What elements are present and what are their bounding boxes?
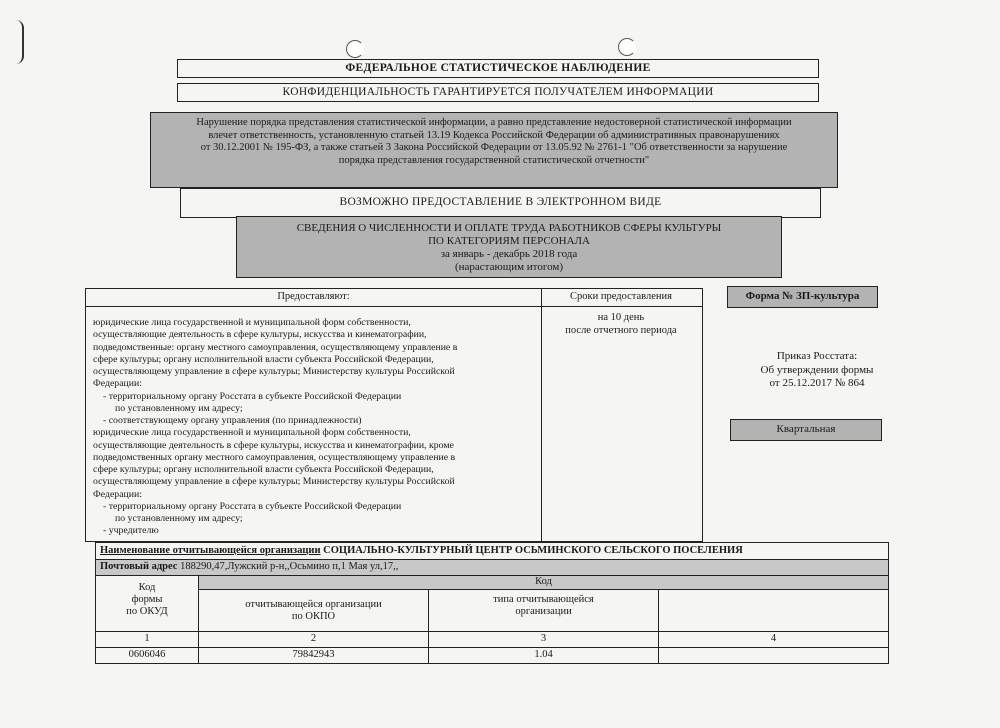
submitter-line: - соответствующему органу управления (по принадлежности)	[103, 415, 362, 426]
report-period-note: (нарастающим итогом)	[454, 261, 563, 273]
submitter-line: - территориальному органу Росстата в субъекте Российской Федерации	[103, 390, 402, 402]
order-line-1: Приказ Росстата:	[776, 350, 858, 362]
submitter-line: - учредителю	[103, 525, 159, 537]
periodicity-badge: Квартальная	[730, 419, 882, 441]
submitter-line: Федерации:	[93, 488, 142, 500]
deadline-line-2: после отчетного периода	[565, 325, 677, 336]
submitter-line: сфере культуры; органу исполнительной власти субъекта Российской Федерации,	[93, 464, 434, 475]
warning-line-2: влечет ответственность, установленную статьей 13.19 Кодекса Российской Федерации об административных правонарушениях	[208, 129, 780, 141]
organization-name-value: СОЦИАЛЬНО-КУЛЬТУРНЫЙ ЦЕНТР ОСЬМИНСКОГО СЕЛЬСКОГО ПОСЕЛЕНИЯ	[323, 545, 743, 556]
report-title-block	[236, 216, 782, 278]
submitters-list	[93, 317, 533, 538]
report-period: за январь - декабрь 2018 года	[440, 248, 578, 260]
report-title-line-2: ПО КАТЕГОРИЯМ ПЕРСОНАЛА	[428, 235, 590, 247]
deadline-header: Сроки предоставления	[570, 291, 672, 302]
table-header-divider	[86, 306, 702, 307]
warning-line-4: порядка представления государственной статистической отчетности"	[338, 154, 650, 166]
col-number-1: 1	[95, 632, 199, 648]
submitter-line: - территориальному органу Росстата в субъекте Российской Федерации	[103, 500, 402, 512]
submitter-line: юридические лица государственной и муниципальной форм собственности,	[93, 427, 411, 439]
warning-block	[150, 112, 838, 188]
postal-address-label: Почтовый адрес	[100, 561, 178, 572]
okpo-header-cell	[199, 590, 429, 632]
submitters-header: Предоставляют:	[277, 291, 350, 302]
okpo-header-line-2: по ОКПО	[291, 611, 336, 622]
submitter-line: по установленному им адресу;	[115, 513, 243, 524]
org-type-header-cell	[429, 590, 659, 632]
col-number-3: 3	[429, 632, 659, 648]
binding-mark	[12, 20, 24, 64]
submitter-line: осуществляющему управление в сфере культуры; Министерству культуры Российской	[93, 476, 455, 488]
warning-line-1: Нарушение порядка представления статистической информации, а равно представление недостоверной статистической информации	[196, 117, 792, 128]
order-line-3: от 25.12.2017 № 864	[769, 377, 865, 389]
warning-line-3: от 30.12.2001 № 195-ФЗ, а также статьей 3 Закона Российской Федерации от 13.05.92 № 2761-1 "Об ответственности за нарушение	[200, 142, 788, 153]
submitter-line: подведомственные: органу местного самоуправления, осуществляющему управление в	[93, 341, 458, 353]
okpo-header-line-1: отчитывающейся организации	[245, 599, 382, 610]
punch-hole-left	[346, 40, 364, 58]
organization-name-label: Наименование отчитывающейся организации	[100, 545, 321, 556]
okud-header-line-1: Код	[138, 582, 156, 593]
organization-name-row	[95, 542, 889, 560]
punch-hole-right	[618, 38, 636, 56]
order-line-2: Об утверждении формы	[760, 363, 874, 376]
org-type-header-line-1: типа отчитывающейся	[493, 594, 594, 605]
organization-code-table	[95, 542, 889, 665]
org-type-header-line-2: организации	[515, 606, 572, 617]
okud-header-line-3: по ОКУД	[126, 606, 168, 617]
submitter-line: сфере культуры; органу исполнительной власти субъекта Российской Федерации,	[93, 353, 434, 365]
rosstat-order	[727, 350, 907, 391]
submitter-line: осуществляющие деятельность в сфере культуры, искусства и кинематографии,	[93, 329, 427, 341]
code-header-cell: Код	[199, 576, 889, 590]
postal-address-row	[95, 560, 889, 576]
form-number: Форма № ЗП-культура	[727, 286, 878, 308]
col4-code-value	[659, 648, 889, 664]
col-number-2: 2	[199, 632, 429, 648]
okud-header-line-2: формы	[131, 594, 163, 605]
deadline-cell	[541, 311, 701, 337]
submitter-line: осуществляющие деятельность в сфере культуры, искусства и кинематографии, кроме	[93, 439, 454, 451]
okpo-code-value: 79842943	[199, 648, 429, 664]
submitter-line: осуществляющему управление в сфере культуры; Министерству культуры Российской	[93, 366, 455, 377]
report-title-line-1: СВЕДЕНИЯ О ЧИСЛЕННОСТИ И ОПЛАТЕ ТРУДА РАБОТНИКОВ СФЕРЫ КУЛЬТУРЫ	[296, 222, 722, 234]
deadline-line-1: на 10 день	[597, 312, 645, 323]
submitter-line: подведомственных органу местного самоуправления, осуществляющему управление в	[93, 451, 456, 463]
org-type-code-value: 1.04	[429, 648, 659, 664]
submitter-line: юридические лица государственной и муниципальной форм собственности,	[93, 317, 411, 328]
federal-title: ФЕДЕРАЛЬНОЕ СТАТИСТИЧЕСКОЕ НАБЛЮДЕНИЕ	[177, 59, 819, 78]
confidentiality-notice: КОНФИДЕНЦИАЛЬНОСТЬ ГАРАНТИРУЕТСЯ ПОЛУЧАТЕЛЕМ ИНФОРМАЦИИ	[177, 83, 819, 102]
submitter-line: по установленному им адресу;	[115, 402, 243, 414]
empty-header-cell	[659, 590, 889, 632]
submitter-line: Федерации:	[93, 378, 142, 390]
okud-code-value: 0606046	[95, 648, 199, 664]
electronic-submission-notice: ВОЗМОЖНО ПРЕДОСТАВЛЕНИЕ В ЭЛЕКТРОННОМ ВИДЕ	[180, 188, 821, 218]
postal-address-value: 188290,47,Лужский р-н,,Осьмино п,1 Мая ул,17,,	[180, 561, 399, 572]
submitters-table	[85, 288, 703, 542]
col-number-4: 4	[659, 632, 889, 648]
okud-header-cell	[95, 576, 199, 632]
